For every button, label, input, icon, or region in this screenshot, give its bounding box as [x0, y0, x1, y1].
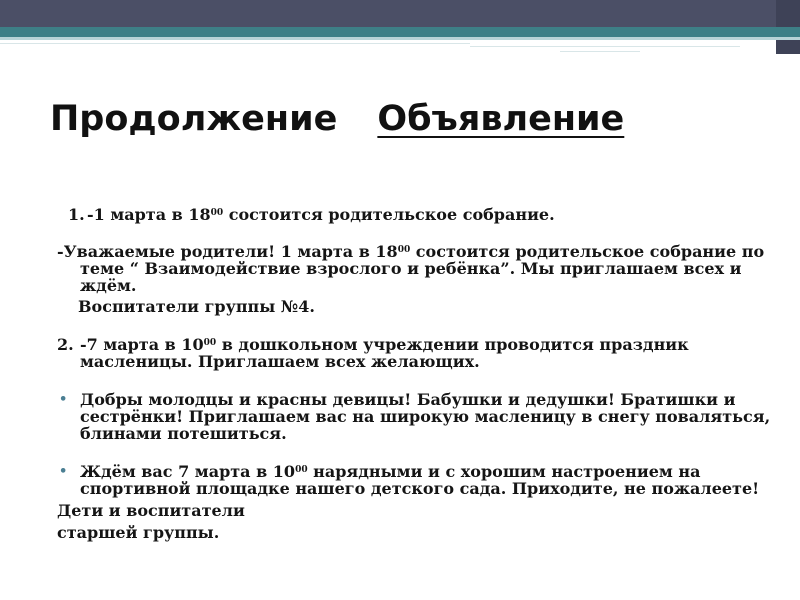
slide-title [50, 99, 624, 139]
signature-text: Дети и воспитатели [57, 501, 245, 520]
title-word-1: Продолжение [50, 99, 338, 139]
time-superscript: 00 [203, 338, 217, 348]
time-superscript: 00 [397, 245, 411, 255]
signature-text: Воспитатели группы №4. [78, 297, 315, 316]
item-text: -1 марта в 18 [87, 205, 211, 224]
bullet-icon: • [59, 464, 68, 479]
header-light-band [0, 37, 800, 40]
time-superscript: 00 [295, 465, 308, 475]
header-line [560, 51, 640, 52]
item-text: -7 марта в 10 [80, 335, 204, 354]
paragraph-text: состоится родительское собрание по теме “ Взаимодействие взрослого и ребёнка”. Мы приглашаем всех и ждём. [80, 242, 765, 295]
signature-line [57, 502, 787, 519]
time-superscript: 00 [210, 208, 224, 218]
paragraph-text: -Уважаемые родители! 1 марта в 18 [57, 242, 398, 261]
announcement-body [57, 206, 787, 541]
paragraph [57, 298, 787, 315]
paragraph [57, 243, 787, 294]
item-text: в дошкольном учреждении проводится праздник масленицы. Приглашаем всех желающих. [80, 335, 689, 371]
list-item [64, 206, 787, 223]
list-item [57, 391, 787, 442]
bullet-icon: • [59, 392, 68, 407]
signature-text: старшей группы. [57, 523, 220, 542]
item-text: состоится родительское собрание. [223, 205, 555, 224]
signature-line [57, 524, 787, 541]
header-line [0, 43, 470, 44]
title-word-2: Объявление [377, 99, 625, 139]
list-item [57, 336, 787, 370]
list-number: 2. [57, 335, 74, 354]
item-text: нарядными и с хорошим настроением на спортивной площадке нашего детского сада. Приходите, не пожалеете! [80, 462, 760, 498]
item-text: Ждём вас 7 марта в 10 [80, 462, 296, 481]
list-item [57, 463, 787, 497]
header-line [470, 46, 740, 47]
header-dark-band [0, 0, 800, 27]
list-number: 1. [68, 205, 85, 224]
header-teal-band [0, 27, 800, 37]
item-text: Добры молодцы и красны девицы! Бабушки и дедушки! Братишки и сестрёнки! Приглашаем вас на широкую масленицу в снегу поваляться, блинами потешиться. [80, 390, 771, 443]
